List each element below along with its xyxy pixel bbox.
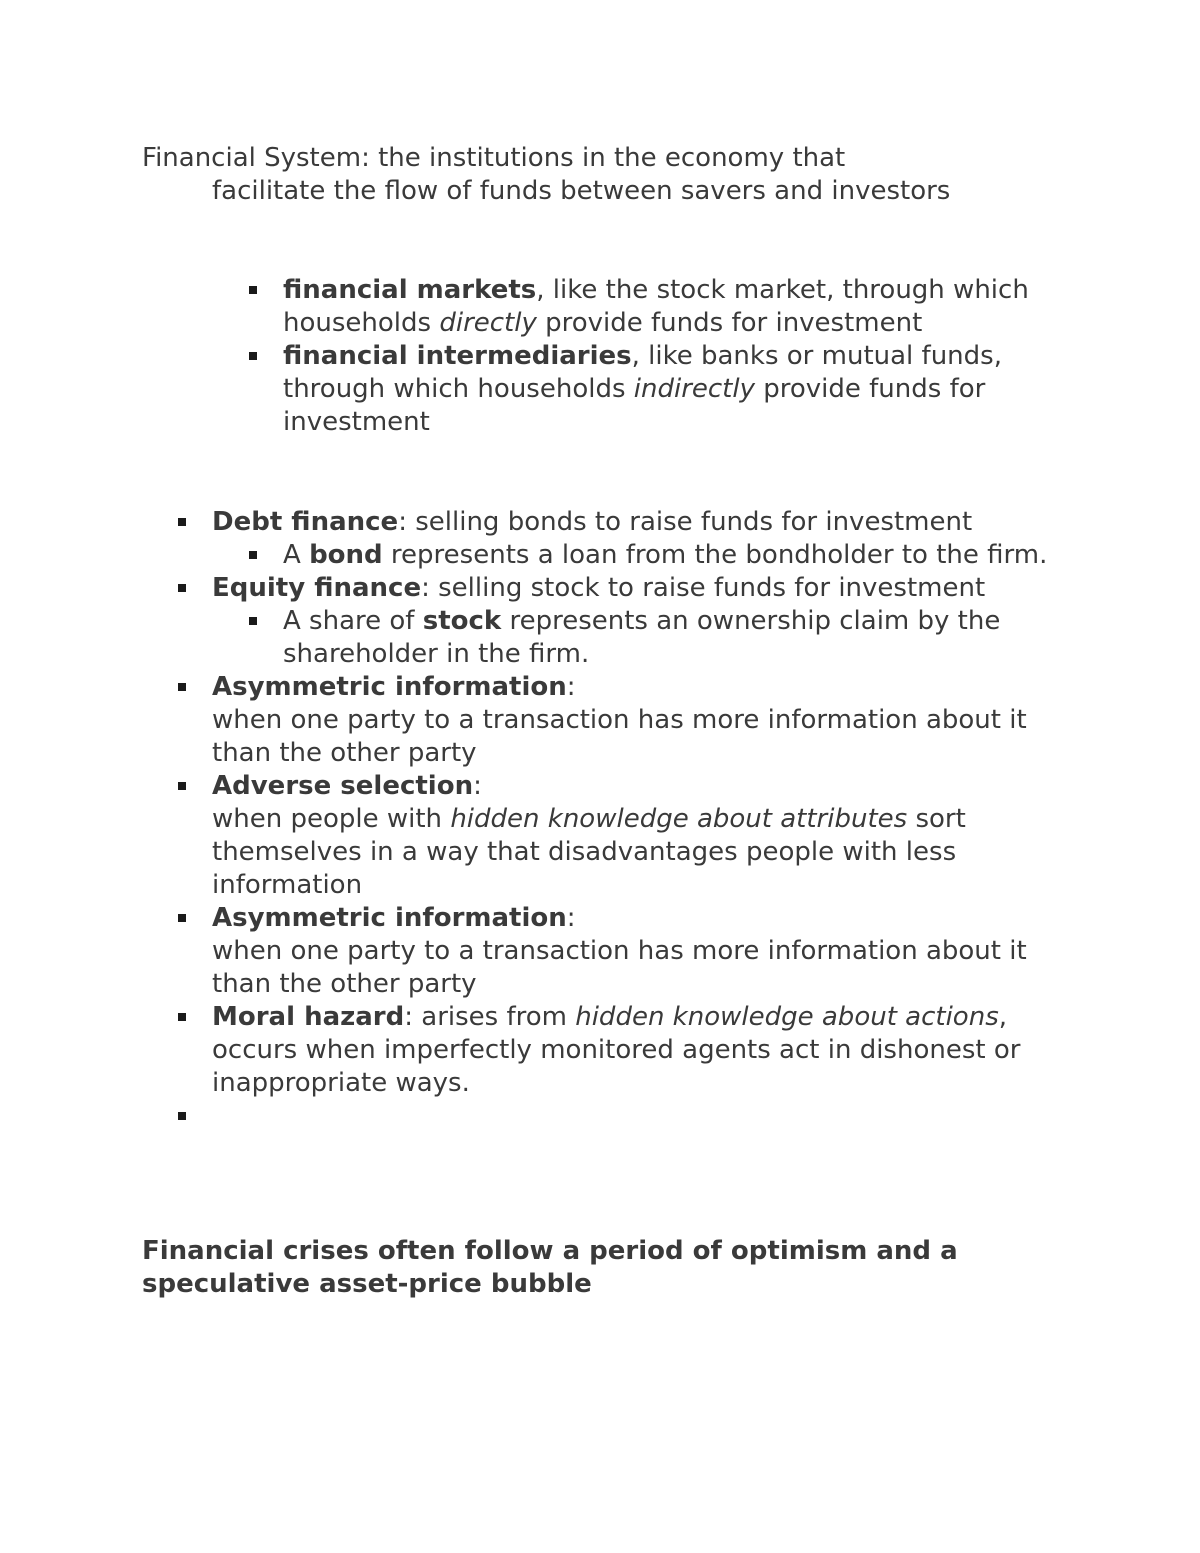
square-bullet-icon bbox=[178, 518, 186, 526]
list-item-stock bbox=[283, 605, 1063, 671]
list-item-financial-intermediaries bbox=[283, 340, 1043, 439]
term-financial-intermediaries: financial intermediaries bbox=[283, 341, 632, 371]
colon: : bbox=[473, 771, 482, 801]
list-item-moral-hazard bbox=[212, 1001, 1072, 1100]
term-equity-finance: Equity finance bbox=[212, 573, 422, 603]
term-adverse-selection: Adverse selection bbox=[212, 771, 474, 801]
square-bullet-icon bbox=[249, 352, 257, 360]
square-bullet-icon bbox=[178, 584, 186, 592]
closing-statement: Financial crises often follow a period of optimism and a speculative asset-price bubble bbox=[142, 1236, 958, 1299]
colon: : bbox=[566, 903, 576, 933]
list-item-adverse-selection bbox=[212, 770, 1072, 902]
square-bullet-icon bbox=[178, 1013, 186, 1021]
text: , like banks or mutual funds, through which households bbox=[283, 341, 1002, 404]
definition: when one party to a transaction has more information about it than the other party bbox=[212, 936, 1027, 999]
list-item-debt-finance bbox=[212, 506, 1072, 539]
colon: : bbox=[566, 672, 576, 702]
emphasis-directly: directly bbox=[439, 308, 537, 338]
list-item-bond bbox=[283, 539, 1063, 572]
term-asymmetric-information: Asymmetric information bbox=[212, 903, 567, 933]
list-item-asymmetric-information-2 bbox=[212, 902, 1072, 1001]
emphasis-indirectly: indirectly bbox=[633, 374, 755, 404]
term-moral-hazard: Moral hazard bbox=[212, 1002, 405, 1032]
text: represents a loan from the bondholder to the firm. bbox=[382, 540, 1048, 570]
term-debt-finance: Debt finance bbox=[212, 507, 399, 537]
definition: : arises from bbox=[404, 1002, 576, 1032]
term-stock: stock bbox=[422, 606, 502, 636]
text: A bbox=[283, 540, 310, 570]
square-bullet-icon bbox=[249, 286, 257, 294]
text: provide funds for investment bbox=[536, 308, 923, 338]
square-bullet-icon bbox=[178, 782, 186, 790]
intro-paragraph bbox=[142, 142, 1102, 208]
text: , like the stock market, through which households bbox=[283, 275, 1029, 338]
definition: when one party to a transaction has more information about it than the other party bbox=[212, 705, 1027, 768]
emphasis-hidden-knowledge-attributes: hidden knowledge about attributes bbox=[450, 804, 908, 834]
term-asymmetric-information: Asymmetric information bbox=[212, 672, 567, 702]
intro-line-1: Financial System: the institutions in the economy that bbox=[142, 143, 846, 173]
square-bullet-icon bbox=[178, 1112, 186, 1120]
definition: , occurs when imperfectly monitored agents act in dishonest or inappropriate ways. bbox=[212, 1002, 1021, 1098]
intro-line-2: facilitate the flow of funds between savers and investors bbox=[212, 176, 951, 206]
text: represents an ownership claim by the shareholder in the firm. bbox=[283, 606, 1001, 669]
definition: sort themselves in a way that disadvantages people with less information bbox=[212, 804, 966, 900]
list-item-equity-finance bbox=[212, 572, 1072, 605]
list-item-asymmetric-information bbox=[212, 671, 1072, 770]
definition: : selling bonds to raise funds for investment bbox=[398, 507, 973, 537]
institutions-list bbox=[283, 274, 1043, 439]
term-financial-markets: financial markets bbox=[283, 275, 537, 305]
list-item-empty bbox=[212, 1100, 1072, 1133]
square-bullet-icon bbox=[178, 683, 186, 691]
emphasis-hidden-knowledge-actions: hidden knowledge about actions bbox=[575, 1002, 999, 1032]
term-bond: bond bbox=[309, 540, 383, 570]
list-item-financial-markets bbox=[283, 274, 1043, 340]
square-bullet-icon bbox=[249, 617, 257, 625]
square-bullet-icon bbox=[249, 551, 257, 559]
text: A share of bbox=[283, 606, 423, 636]
definition: : selling stock to raise funds for investment bbox=[421, 573, 986, 603]
square-bullet-icon bbox=[178, 914, 186, 922]
concepts-list bbox=[212, 506, 1072, 1133]
text: provide funds for investment bbox=[283, 374, 986, 437]
definition: when people with bbox=[212, 804, 451, 834]
